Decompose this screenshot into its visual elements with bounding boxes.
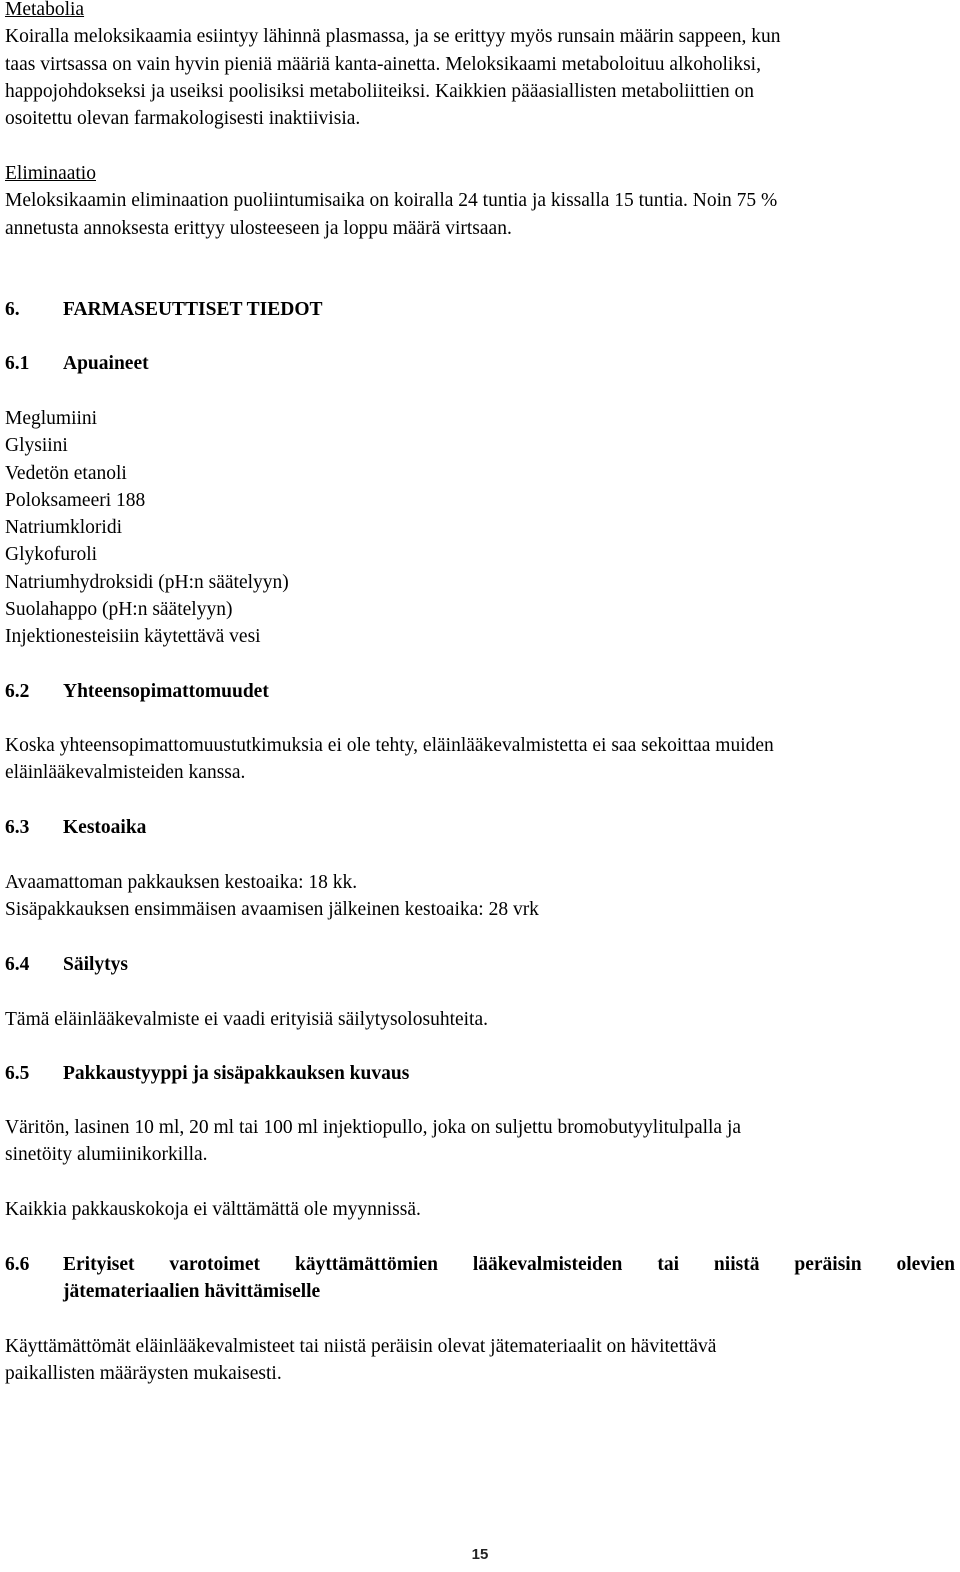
section-6-5-text: [5, 1114, 955, 1169]
section-6-5-note: [5, 1196, 955, 1223]
section-6-heading: [5, 296, 955, 323]
section-6-6-text: [5, 1333, 955, 1388]
packaging-line-2: sinetöity alumiinikorkilla.: [5, 1144, 208, 1166]
excipient-item: Meglumiini: [5, 408, 98, 429]
metabolia-heading: Metabolia: [5, 0, 85, 20]
section-6-4: [5, 951, 955, 978]
excipient-list: [5, 405, 955, 651]
excipient-item: Poloksameeri 188: [5, 489, 146, 511]
excipient-item: Glykofuroli: [5, 544, 98, 566]
metabolia-line-2: taas virtsassa on vain hyvin pieniä määriä kanta-ainetta. Meloksikaami metaboloituu alkoholiksi,: [5, 53, 761, 75]
excipient-item: Natriumkloridi: [5, 517, 122, 539]
incompatibility-line-2: eläinlääkevalmisteiden kanssa.: [5, 762, 246, 784]
section-6-3-heading: 6.3 Kestoaika: [5, 817, 147, 838]
packaging-line-1: Väritön, lasinen 10 ml, 20 ml tai 100 ml injektiopullo, joka on suljettu bromobutyylitulpalla ja: [5, 1117, 742, 1138]
section-6-1-heading: 6.1 Apuaineet: [5, 353, 149, 374]
metabolia-line-3: happojohdokseksi ja useiksi poolisiksi metaboliiteiksi. Kaikkien pääasiallisten metaboliittien on: [5, 80, 755, 102]
metabolia-line-4: osoitettu olevan farmakologisesti inaktiivisia.: [5, 108, 361, 130]
section-6-2-heading: 6.2 Yhteensopimattomuudet: [5, 681, 269, 702]
excipient-item: Vedetön etanoli: [5, 462, 127, 484]
section-6-4-text: [5, 1006, 955, 1033]
excipient-item: Natriumhydroksidi (pH:n säätelyyn): [5, 571, 289, 593]
section-6-1: [5, 350, 955, 377]
eliminaatio-line-1: Meloksikaamin eliminaation puoliintumisaika on koiralla 24 tuntia ja kissalla 15 tuntia. Noin 75 %: [5, 190, 778, 212]
section-6-3-text: [5, 869, 955, 924]
metabolia-line-1: Koiralla meloksikaamia esiintyy lähinnä plasmassa, ja se erittyy myös runsain määrin sappeen, kun: [5, 26, 781, 48]
packaging-note: Kaikkia pakkauskokoja ei välttämättä ole myynnissä.: [5, 1199, 421, 1220]
section-6-2: [5, 678, 955, 705]
disposal-line-2: paikallisten määräysten mukaisesti.: [5, 1363, 282, 1385]
section-6-6-heading: 6.6 Erityiset varotoimet käyttämättömien lääkevalmisteiden tai niistä peräisin olevien jätemateriaalien hävittämiselle: [5, 1251, 955, 1306]
section-6-6-title-line-1: Erityiset varotoimet käyttämättömien lääkevalmisteiden tai niistä peräisin olevien: [63, 1254, 955, 1275]
incompatibility-line-1: Koska yhteensopimattomuustutkimuksia ei ole tehty, eläinlääkevalmistetta ei saa sekoittaa muiden: [5, 735, 774, 756]
metabolia-section: [5, 0, 955, 132]
section-6-number: 6.: [5, 299, 20, 320]
section-6-5: [5, 1060, 955, 1087]
eliminaatio-section: [5, 160, 955, 242]
eliminaatio-heading: Eliminaatio: [5, 163, 96, 184]
eliminaatio-line-2: annetusta annoksesta erittyy ulosteeseen ja loppu määrä virtsaan.: [5, 217, 512, 239]
excipient-item: Suolahappo (pH:n säätelyyn): [5, 599, 233, 621]
section-6-6: [5, 1251, 955, 1306]
section-6-2-text: [5, 732, 955, 787]
section-6-3: [5, 814, 955, 841]
section-6-5-heading: 6.5 Pakkaustyyppi ja sisäpakkauksen kuvaus: [5, 1063, 410, 1084]
excipient-item: Glysiini: [5, 435, 68, 457]
section-6-4-heading: 6.4 Säilytys: [5, 954, 129, 975]
page-number: 15: [471, 1546, 489, 1563]
section-6-6-title-line-2: jätemateriaalien hävittämiselle: [63, 1281, 321, 1303]
shelf-life-line-2: Sisäpakkauksen ensimmäisen avaamisen jälkeinen kestoaika: 28 vrk: [5, 899, 539, 921]
excipient-item: Injektionesteisiin käytettävä vesi: [5, 626, 261, 648]
storage-text: Tämä eläinlääkevalmiste ei vaadi erityisiä säilytysolosuhteita.: [5, 1009, 489, 1030]
section-6-title: FARMASEUTTISET TIEDOT: [63, 299, 323, 320]
shelf-life-line-1: Avaamattoman pakkauksen kestoaika: 18 kk.: [5, 872, 358, 893]
disposal-line-1: Käyttämättömät eläinlääkevalmisteet tai niistä peräisin olevat jätemateriaalit on hävitettävä: [5, 1336, 717, 1357]
